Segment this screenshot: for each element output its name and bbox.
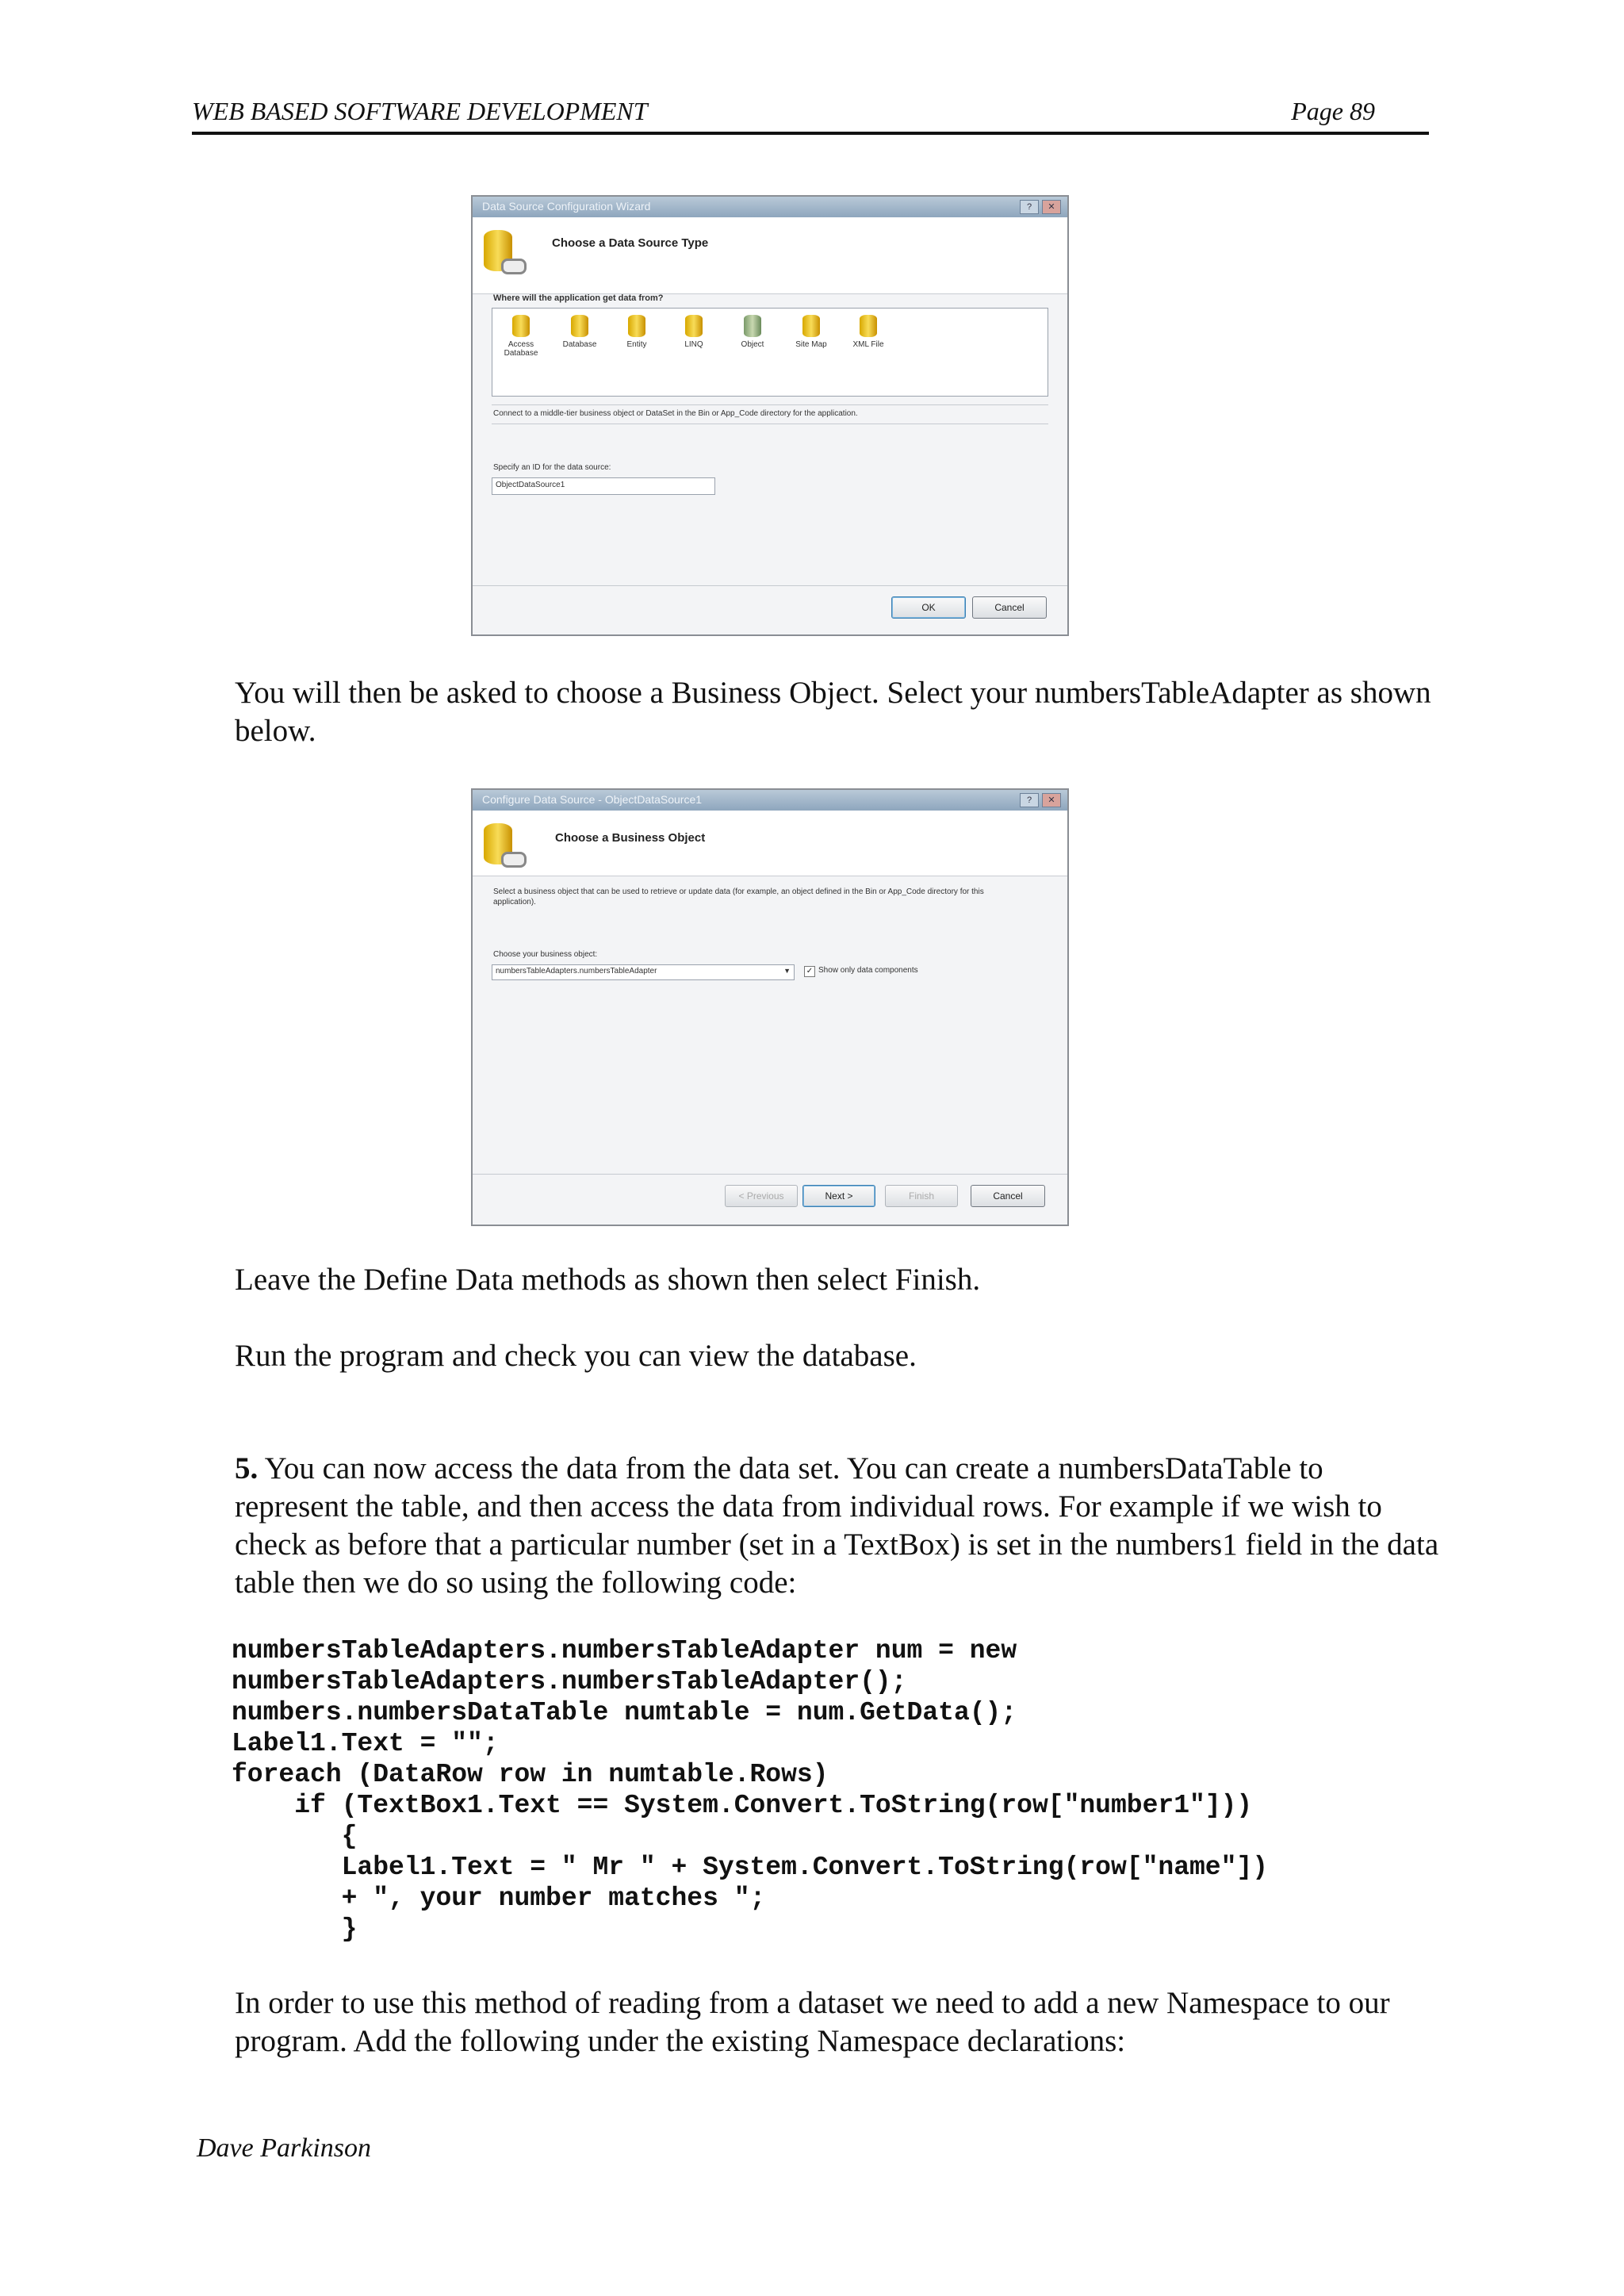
database-icon[interactable]: Database <box>556 315 603 349</box>
data-source-type-list[interactable] <box>492 308 1048 397</box>
page-header <box>192 94 1429 135</box>
source-question: Where will the application get data from? <box>493 293 664 303</box>
divider <box>473 585 1067 586</box>
window-titlebar <box>473 790 1067 811</box>
step-5-text: You can now access the data from the data set. You can create a numbersDataTable to represent the table, and then access the data from individual rows. For example if we wish to check as before that a particular number (set in a TextBox) is set in the numbers1 field in the data table then we do so using the following code: <box>235 1451 1439 1600</box>
paragraph-namespace: In order to use this method of reading from a dataset we need to add a new Namespace to our program. Add the following under the existing Namespace declarations: <box>235 1986 1390 2058</box>
access-database-icon[interactable]: Access Database <box>497 315 545 358</box>
id-label: Specify an ID for the data source: <box>493 463 611 472</box>
cancel-button[interactable]: Cancel <box>972 596 1047 619</box>
chevron-down-icon[interactable]: ▼ <box>783 967 791 975</box>
page-footer-author: Dave Parkinson <box>197 2133 372 2163</box>
wizard-header <box>473 811 1067 876</box>
choose-object-label: Choose your business object: <box>493 950 598 959</box>
id-input[interactable]: ObjectDataSource1 <box>492 477 715 495</box>
paragraph-define-data: Leave the Define Data methods as shown then select Finish. <box>235 1263 981 1297</box>
paragraph-business-object: You will then be asked to choose a Business Object. Select your numbersTableAdapter as shown below. <box>235 676 1431 748</box>
previous-button[interactable]: < Previous <box>725 1185 798 1207</box>
configure-data-source-screenshot <box>471 788 1069 1226</box>
object-icon[interactable]: Object <box>729 315 776 349</box>
window-title: Configure Data Source - ObjectDataSource1 <box>482 793 703 806</box>
show-only-data-components-checkbox[interactable]: ✓ <box>804 966 815 977</box>
entity-icon[interactable]: Entity <box>613 315 661 349</box>
divider <box>473 1174 1067 1175</box>
window-titlebar <box>473 197 1067 217</box>
linq-icon[interactable]: LINQ <box>670 315 718 349</box>
paragraph-step-5 <box>235 1450 1440 1602</box>
code-block: numbersTableAdapters.numbersTableAdapter num = new numbersTableAdapters.numbersTableAdapter(); numbers.numbersDataTable numtable = num.GetData(); Label1.Text = ""; foreach (DataRow row in numtable.Rows) if (TextBox1.Text == System.Convert.ToString(row["number1"])) { Label1.Text = " Mr " + System.Convert.ToString(row["name"]) + ", your number matches "; } <box>232 1636 1269 1944</box>
business-object-description: Select a business object that can be used to retrieve or update data (for example, an object defined in the Bin or App_Code directory for this application). <box>493 887 984 907</box>
divider <box>492 404 1048 405</box>
next-button[interactable]: Next > <box>802 1185 875 1207</box>
checkbox-label: Show only data components <box>818 966 918 975</box>
cancel-button[interactable]: Cancel <box>971 1185 1045 1207</box>
xml-file-icon[interactable]: XML File <box>845 315 892 349</box>
source-description: Connect to a middle-tier business object or DataSet in the Bin or App_Code directory for the application. <box>493 409 858 418</box>
data-source-wizard-screenshot <box>471 195 1069 636</box>
site-map-icon[interactable]: Site Map <box>787 315 835 349</box>
ok-button[interactable]: OK <box>891 596 966 619</box>
database-icon <box>484 823 512 869</box>
database-icon <box>484 230 512 276</box>
finish-button[interactable]: Finish <box>885 1185 958 1207</box>
close-icon[interactable]: ✕ <box>1042 200 1061 214</box>
help-icon[interactable]: ? <box>1020 200 1039 214</box>
step-number: 5. <box>235 1451 259 1485</box>
wizard-heading: Choose a Business Object <box>555 831 706 845</box>
wizard-heading: Choose a Data Source Type <box>552 236 709 250</box>
close-icon[interactable]: ✕ <box>1042 793 1061 807</box>
window-title: Data Source Configuration Wizard <box>482 200 651 213</box>
page-number: Page 89 <box>1291 97 1375 125</box>
help-icon[interactable]: ? <box>1020 793 1039 807</box>
paragraph-run-program: Run the program and check you can view the database. <box>235 1339 917 1373</box>
wizard-header <box>473 217 1067 294</box>
business-object-select[interactable]: numbersTableAdapters.numbersTableAdapter ▼ <box>492 964 795 980</box>
document-title: WEB BASED SOFTWARE DEVELOPMENT <box>192 97 648 125</box>
